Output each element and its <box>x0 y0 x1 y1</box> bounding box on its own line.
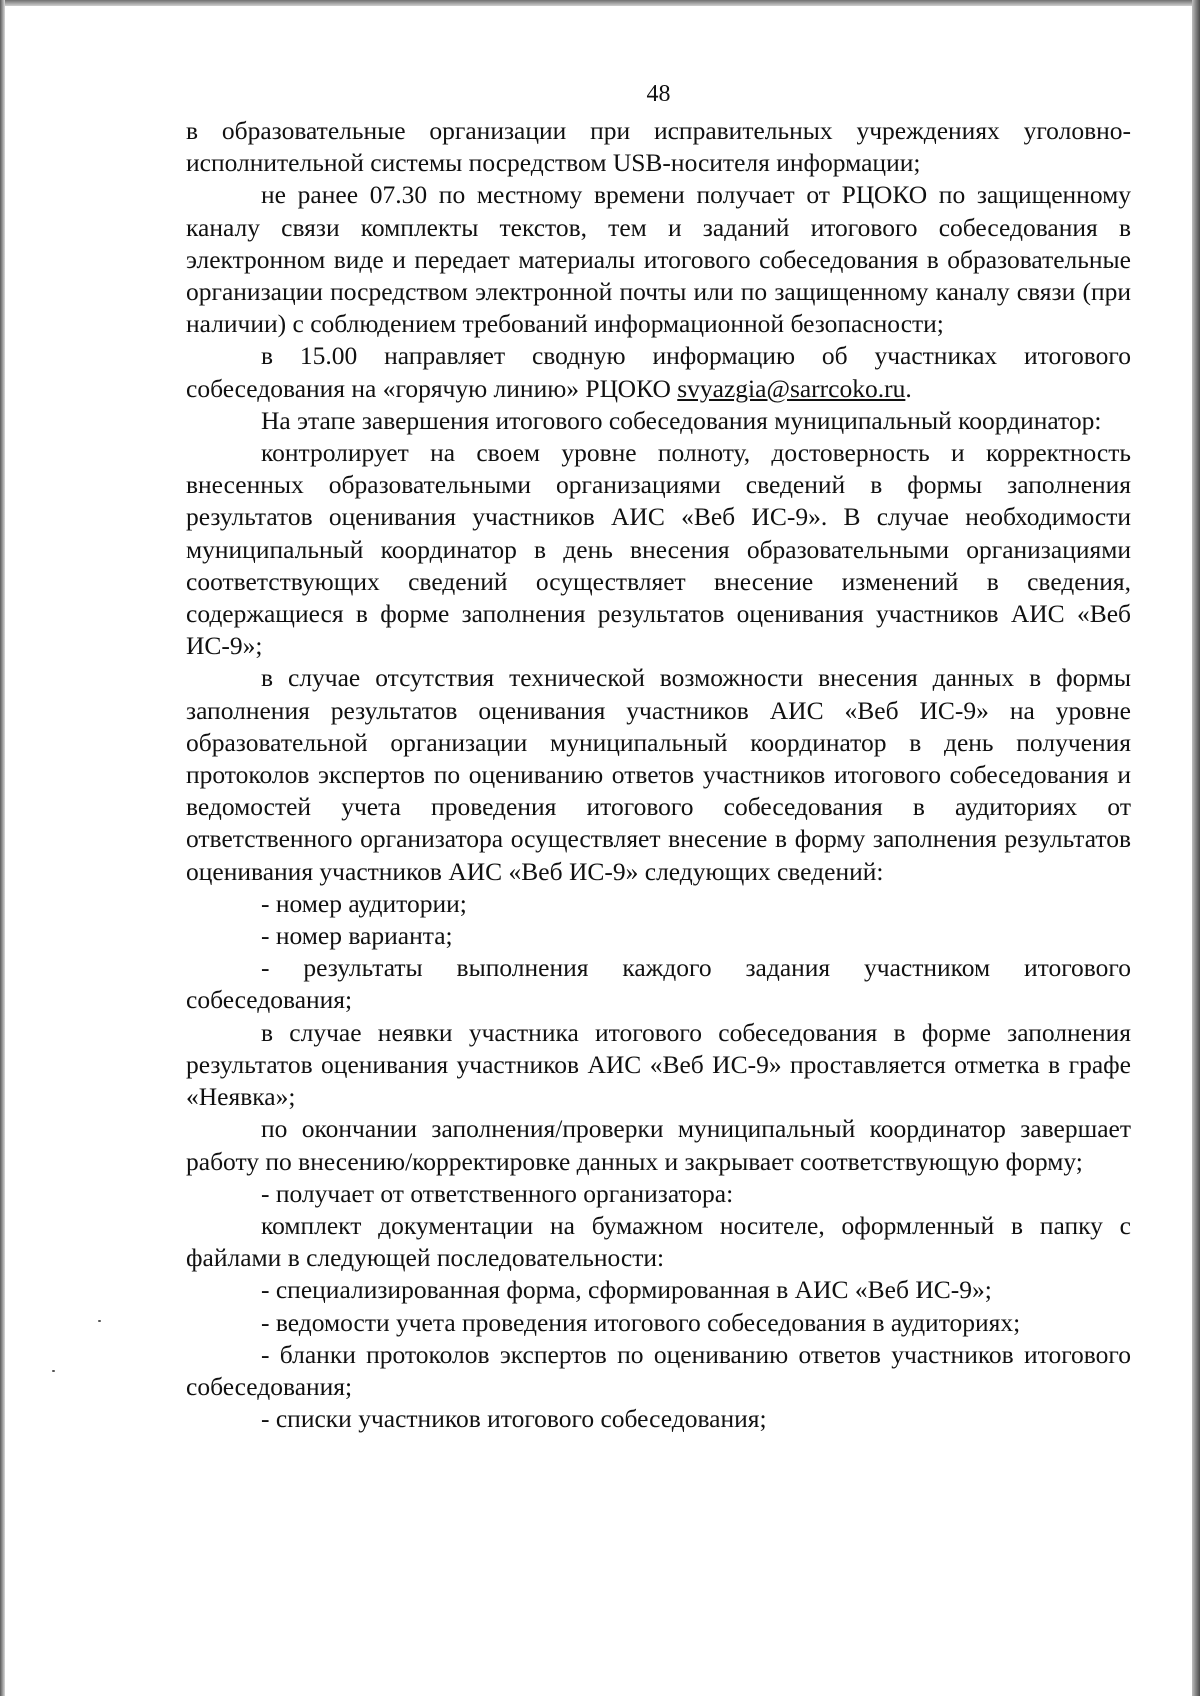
list-item-receives: - получает от ответственного организатора: <box>261 1178 734 1208</box>
list-item-statements: - ведомости учета проведения итогового собеседования в аудиториях; <box>261 1307 1021 1337</box>
list-item-variant-number: - номер варианта; <box>261 921 453 951</box>
paragraph-documentation-set: комплект документации на бумажном носителе, оформленный в папку с файлами в следующей последовательности: <box>186 1210 1131 1273</box>
list-item-participant-lists: - списки участников итогового собеседования; <box>261 1404 767 1434</box>
scan-edge-right <box>1192 0 1200 1696</box>
paragraph-3-text: в 15.00 направляет сводную информацию об участниках итогового собеседования на «горячую линию» РЦОКО <box>186 341 1131 403</box>
page-number: 48 <box>646 81 671 107</box>
scan-edge-left <box>0 0 5 1696</box>
scan-speck <box>52 1370 55 1372</box>
paragraph-3 <box>186 340 1131 404</box>
paragraph-completion: по окончании заполнения/проверки муниципальный координатор завершает работу по внесению/корректировке данных и закрывает соответствующую форму; <box>186 1114 1131 1176</box>
paragraph-absence: в случае неявки участника итогового собеседования в форме заполнения результатов оценивания участников АИС «Веб ИС-9» проставляется отметка в графе «Неявка»; <box>186 1017 1131 1112</box>
scan-edge-top <box>0 0 1200 6</box>
paragraph-2: не ранее 07.30 по местному времени получает от РЦОКО по защищенному каналу связи комплекты текстов, тем и заданий итогового собеседования в электронном виде и передает материалы итогового собеседования в образовательные организации посредством электронной почты или по защищенному каналу связи (при наличии) с соблюдением требований информационной безопасности; <box>186 180 1131 339</box>
email-link[interactable]: svyazgia@sarrcoko.ru <box>677 373 906 403</box>
list-item-task-results: - результаты выполнения каждого задания участником итогового собеседования; <box>186 953 1131 1015</box>
list-item-specialized-form: - специализированная форма, сформированная в АИС «Веб ИС-9»; <box>261 1275 992 1305</box>
paragraph-3-end: . <box>905 373 912 403</box>
paragraph-6: в случае отсутствия технической возможности внесения данных в формы заполнения результатов оценивания участников АИС «Веб ИС-9» на уровне образовательной организации муниципальный координатор в день получения протоколов экспертов по оцениванию ответов участников итогового собеседования и ведомостей учета проведения итогового собеседования в аудиториях от ответственного организатора осуществляет внесение в форму заполнения результатов оценивания участников АИС «Веб ИС-9» следующих сведений: <box>186 663 1131 886</box>
paragraph-4: На этапе завершения итогового собеседования муниципальный координатор: <box>261 405 1102 435</box>
document-page <box>186 78 1131 1435</box>
scan-speck <box>98 1320 101 1322</box>
paragraph-1: в образовательные организации при исправительных учреждениях уголовно-исполнительной системы посредством USB-носителя информации; <box>186 116 1131 178</box>
list-item-protocol-forms: - бланки протоколов экспертов по оцениванию ответов участников итогового собеседования; <box>186 1339 1131 1401</box>
paragraph-5: контролирует на своем уровне полноту, достоверность и корректность внесенных образовательными организациями сведений в формы заполнения результатов оценивания участников АИС «Веб ИС-9». В случае необходимости муниципальный координатор в день внесения образовательными организациями соответствующих сведений осуществляет внесение изменений в сведения, содержащиеся в форме заполнения результатов оценивания участников АИС «Веб ИС-9»; <box>186 438 1131 661</box>
list-item-room-number: - номер аудитории; <box>261 888 467 918</box>
